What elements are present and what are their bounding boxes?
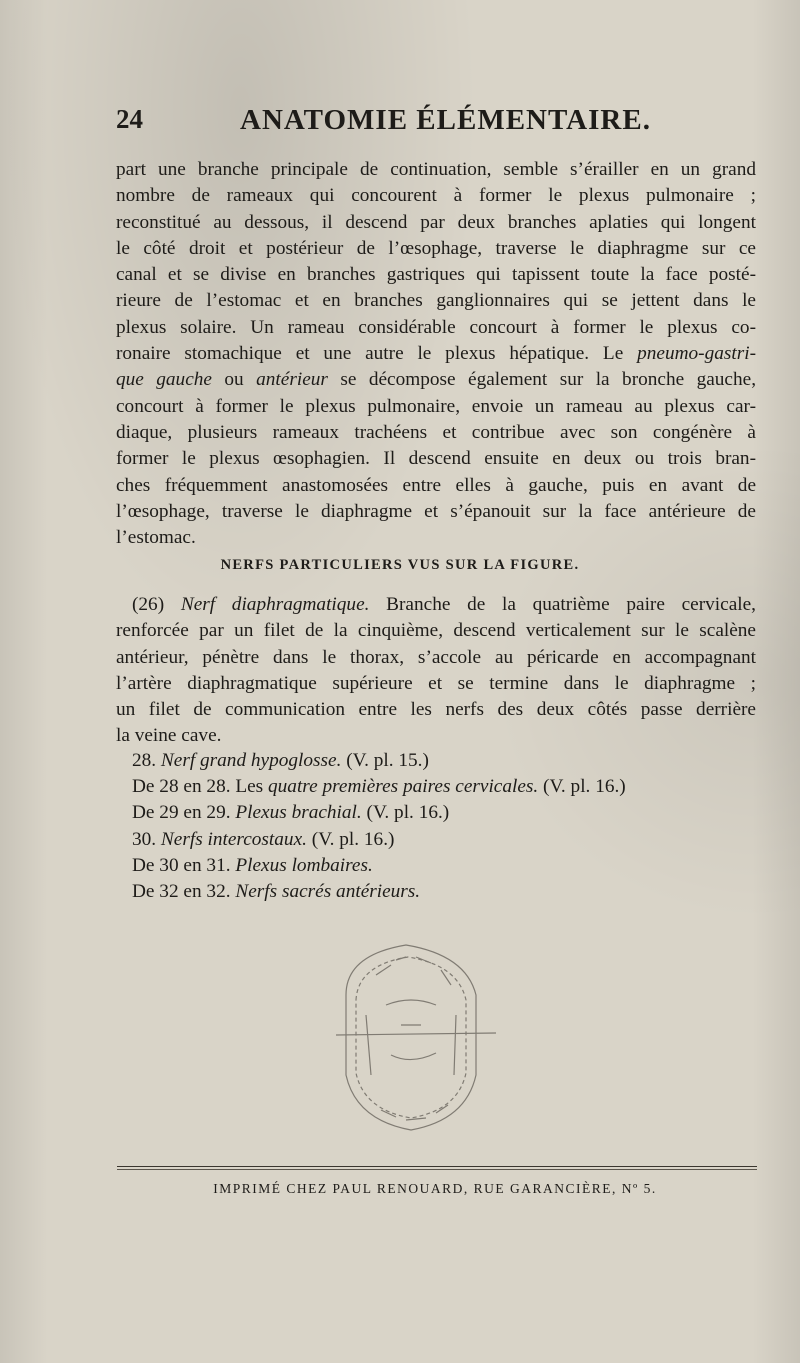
footer-rule <box>117 1166 757 1167</box>
text-line: le côté droit et postérieur de l’œsophage, traverse le diaphragme sur ce <box>116 237 756 259</box>
text-line: nombre de rameaux qui concourent à former le plexus pulmonaire ; <box>116 185 756 207</box>
list-item <box>132 774 626 800</box>
item-number: De 32 en 32. <box>132 881 236 903</box>
list-item <box>132 879 626 905</box>
text-line: la veine cave. <box>116 725 222 747</box>
text-line: part une branche principale de continuation, semble s’érailler en un grand <box>116 159 756 180</box>
item-ref: (V. pl. 16.) <box>538 776 626 798</box>
list-item <box>132 827 626 853</box>
page-number: 24 <box>116 104 143 134</box>
item-ref: (V. pl. 16.) <box>361 802 450 824</box>
text-line: diaque, plusieurs rameaux trachéens et contribue avec son congénère à <box>116 421 756 443</box>
text-line: renforcée par un filet de la cinquième, descend verticalement sur le scalène <box>116 620 756 642</box>
item-number: 28. <box>132 750 161 771</box>
text-line: plexus solaire. Un rameau considérable concourt à former le plexus co- <box>116 316 756 338</box>
running-title: ANATOMIE ÉLÉMENTAIRE. <box>240 104 651 136</box>
item-ref: (V. pl. 16.) <box>306 828 395 850</box>
body-paragraph <box>116 157 756 551</box>
nerve-26-paragraph <box>116 592 756 750</box>
list-item <box>132 748 626 774</box>
italic-term: que gauche <box>116 369 212 391</box>
text-line: antérieur, pénètre dans le thorax, s’accole au péricarde en accompagnant <box>116 646 756 668</box>
text-segment: ronaire stomachique et une autre le plexus hépatique. Le <box>116 343 624 365</box>
printer-imprint: IMPRIMÉ CHEZ PAUL RENOUARD, RUE GARANCIÈRE, Nº 5. <box>213 1181 657 1196</box>
text-line: un filet de communication entre les nerfs des deux côtés passe derrière <box>116 699 756 721</box>
item-number: 30. <box>132 828 161 850</box>
text-line: l’artère diaphragmatique supérieure et se termine dans le diaphragme ; <box>116 672 756 694</box>
text-line: l’œsophage, traverse le diaphragme et s’épanouit sur la face antérieure de <box>116 500 756 522</box>
item-number: De 29 en 29. <box>132 802 236 824</box>
text-segment: se décompose également sur la bronche gauche, <box>327 369 757 391</box>
section-heading: NERFS PARTICULIERS VUS SUR LA FIGURE. <box>220 557 580 573</box>
item-name: Nerfs sacrés antérieurs. <box>235 881 421 903</box>
footer-rule <box>117 1169 757 1170</box>
nerve-list <box>132 748 626 905</box>
italic-term: pneumo-gastri- <box>637 343 756 365</box>
text-segment: Branche de la quatrième paire cervicale, <box>369 594 756 615</box>
nerve-name: Nerf diaphragmatique. <box>180 594 370 615</box>
text-line: canal et se divise en branches gastriques qui tapissent toute la face posté- <box>116 264 756 286</box>
text-line <box>116 367 756 393</box>
item-number: De 30 en 31. <box>132 854 236 876</box>
library-stamp-icon <box>336 935 496 1135</box>
list-item <box>132 853 626 879</box>
item-name: Plexus lombaires. <box>235 854 373 876</box>
item-name: Nerfs intercostaux. <box>160 828 307 850</box>
nerve-number: (26) <box>132 594 181 615</box>
text-segment: ou <box>211 369 257 391</box>
text-line <box>116 341 756 367</box>
item-name: quatre premières paires cervicales. <box>268 776 539 798</box>
italic-term: antérieur <box>256 369 328 391</box>
text-line: ches fréquemment anastomosées entre elles à gauche, puis en avant de <box>116 474 756 496</box>
text-line: reconstitué au dessous, il descend par deux branches aplaties qui longent <box>116 211 756 233</box>
list-item <box>132 800 626 826</box>
item-ref: (V. pl. 15.) <box>341 750 429 771</box>
item-number: De 28 en 28. Les <box>132 776 269 798</box>
text-line: former le plexus œsophagien. Il descend ensuite en deux ou trois bran- <box>116 448 756 470</box>
item-name: Plexus brachial. <box>235 802 362 824</box>
text-line <box>116 592 756 618</box>
running-head <box>110 104 770 144</box>
text-line: concourt à former le plexus pulmonaire, envoie un rameau au plexus car- <box>116 395 756 417</box>
item-name: Nerf grand hypoglosse. <box>160 750 342 771</box>
text-line: l’estomac. <box>116 527 196 549</box>
text-line: rieure de l’estomac et en branches ganglionnaires qui se jettent dans le <box>116 290 756 312</box>
